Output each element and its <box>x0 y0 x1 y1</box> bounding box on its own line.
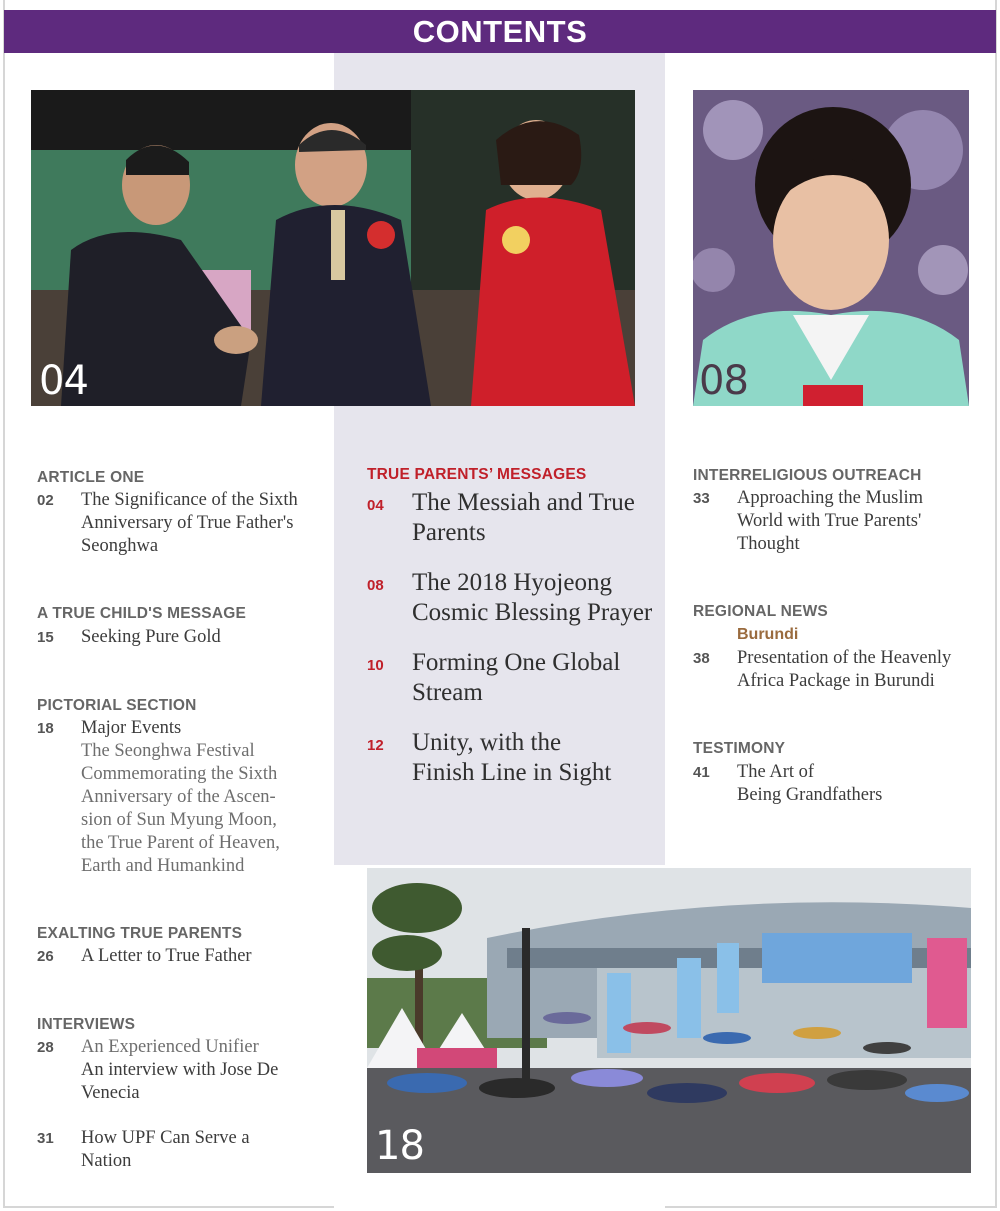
page-number: 26 <box>37 948 54 965</box>
page-number: 31 <box>37 1130 54 1147</box>
entry-title-blessing-prayer[interactable] <box>412 568 652 628</box>
section-heading-true-parents-messages: TRUE PARENTS’ MESSAGES <box>367 466 587 483</box>
entry-title-article-one[interactable] <box>81 489 298 558</box>
page-number: 33 <box>693 490 710 507</box>
title-line: The Significance of the Sixth <box>81 490 298 510</box>
title-line: Major Events <box>81 718 182 738</box>
title-line: Approaching the Muslim <box>737 488 924 508</box>
subtitle-line: the True Parent of Heaven, <box>81 833 280 853</box>
entry-subtitle-seonghwa-festival <box>81 740 280 878</box>
title-line: How UPF Can Serve a <box>81 1128 250 1148</box>
page-number: 41 <box>693 764 710 781</box>
subtitle-line: Venecia <box>81 1083 140 1103</box>
section-heading-pictorial: PICTORIAL SECTION <box>37 697 197 714</box>
entry-title-major-events[interactable] <box>81 717 181 740</box>
page-number: 08 <box>367 577 384 594</box>
title-line: Africa Package in Burundi <box>737 671 935 691</box>
crowd-photo-illustration <box>367 868 971 1173</box>
page-title: CONTENTS <box>412 14 588 49</box>
subtitle-line: The Seonghwa Festival <box>81 741 255 761</box>
entry-title-messiah[interactable] <box>412 488 635 548</box>
section-heading-exalting: EXALTING TRUE PARENTS <box>37 925 243 942</box>
page-number: 15 <box>37 629 54 646</box>
entry-title-seeking-pure-gold[interactable] <box>81 626 221 649</box>
photo-crowd <box>367 868 971 1173</box>
title-line: Nation <box>81 1151 132 1171</box>
title-line: Unity, with the <box>412 729 562 756</box>
title-line: Seonghwa <box>81 536 159 556</box>
title-line: Seeking Pure Gold <box>81 627 221 647</box>
entry-title-africa-package[interactable] <box>737 647 951 693</box>
subtitle-line: An interview with Jose De <box>81 1060 279 1080</box>
page-number: 12 <box>367 737 384 754</box>
title-line: Finish Line in Sight <box>412 759 612 786</box>
photo-portrait <box>693 90 969 406</box>
title-line: World with True Parents' <box>737 511 922 531</box>
subtitle-line: sion of Sun Myung Moon, <box>81 810 277 830</box>
entry-title-letter[interactable] <box>81 945 252 968</box>
section-heading-regional-news: REGIONAL NEWS <box>693 603 828 620</box>
title-line: Being Grandfathers <box>737 785 883 805</box>
title-line: The Art of <box>737 762 815 782</box>
subtitle-line: Earth and Humankind <box>81 856 245 876</box>
page-number: 18 <box>37 720 54 737</box>
title-line: Stream <box>412 679 483 706</box>
subtitle-line: Commemorating the Sixth <box>81 764 278 784</box>
page-number: 28 <box>37 1039 54 1056</box>
page-number: 38 <box>693 650 710 667</box>
title-line: Parents <box>412 519 486 546</box>
section-heading-testimony: TESTIMONY <box>693 740 786 757</box>
page-number: 04 <box>367 497 384 514</box>
title-line: Thought <box>737 534 800 554</box>
entry-title-grandfathers[interactable] <box>737 761 882 807</box>
photo-number-08: 08 <box>699 358 748 404</box>
region-subheading: Burundi <box>737 626 799 643</box>
title-line: Anniversary of True Father's <box>81 513 294 533</box>
section-heading-article-one: ARTICLE ONE <box>37 469 145 486</box>
title-line: Cosmic Blessing Prayer <box>412 599 653 626</box>
entry-subtitle-interview <box>81 1059 278 1105</box>
entry-title-global-stream[interactable] <box>412 648 620 708</box>
section-heading-interviews: INTERVIEWS <box>37 1016 136 1033</box>
handshake-photo-illustration <box>31 90 635 406</box>
photo-number-18: 18 <box>375 1123 424 1169</box>
title-line: An Experienced Unifier <box>81 1037 259 1057</box>
title-line: The 2018 Hyojeong <box>412 569 612 596</box>
entry-title-experienced-unifier[interactable] <box>81 1036 259 1059</box>
subtitle-line: Anniversary of the Ascen- <box>81 787 276 807</box>
title-line: The Messiah and True <box>412 489 635 516</box>
title-line: Forming One Global <box>412 649 621 676</box>
page-number: 10 <box>367 657 384 674</box>
section-heading-true-child: A TRUE CHILD'S MESSAGE <box>37 605 247 622</box>
section-heading-interreligious: INTERRELIGIOUS OUTREACH <box>693 467 922 484</box>
photo-handshake <box>31 90 635 406</box>
title-line: A Letter to True Father <box>81 946 252 966</box>
page-number: 02 <box>37 492 54 509</box>
title-line: Presentation of the Heavenly <box>737 648 952 668</box>
photo-number-04: 04 <box>39 358 88 404</box>
entry-title-upf[interactable] <box>81 1127 250 1173</box>
entry-title-unity[interactable] <box>412 728 611 788</box>
entry-title-muslim-world[interactable] <box>737 487 923 556</box>
